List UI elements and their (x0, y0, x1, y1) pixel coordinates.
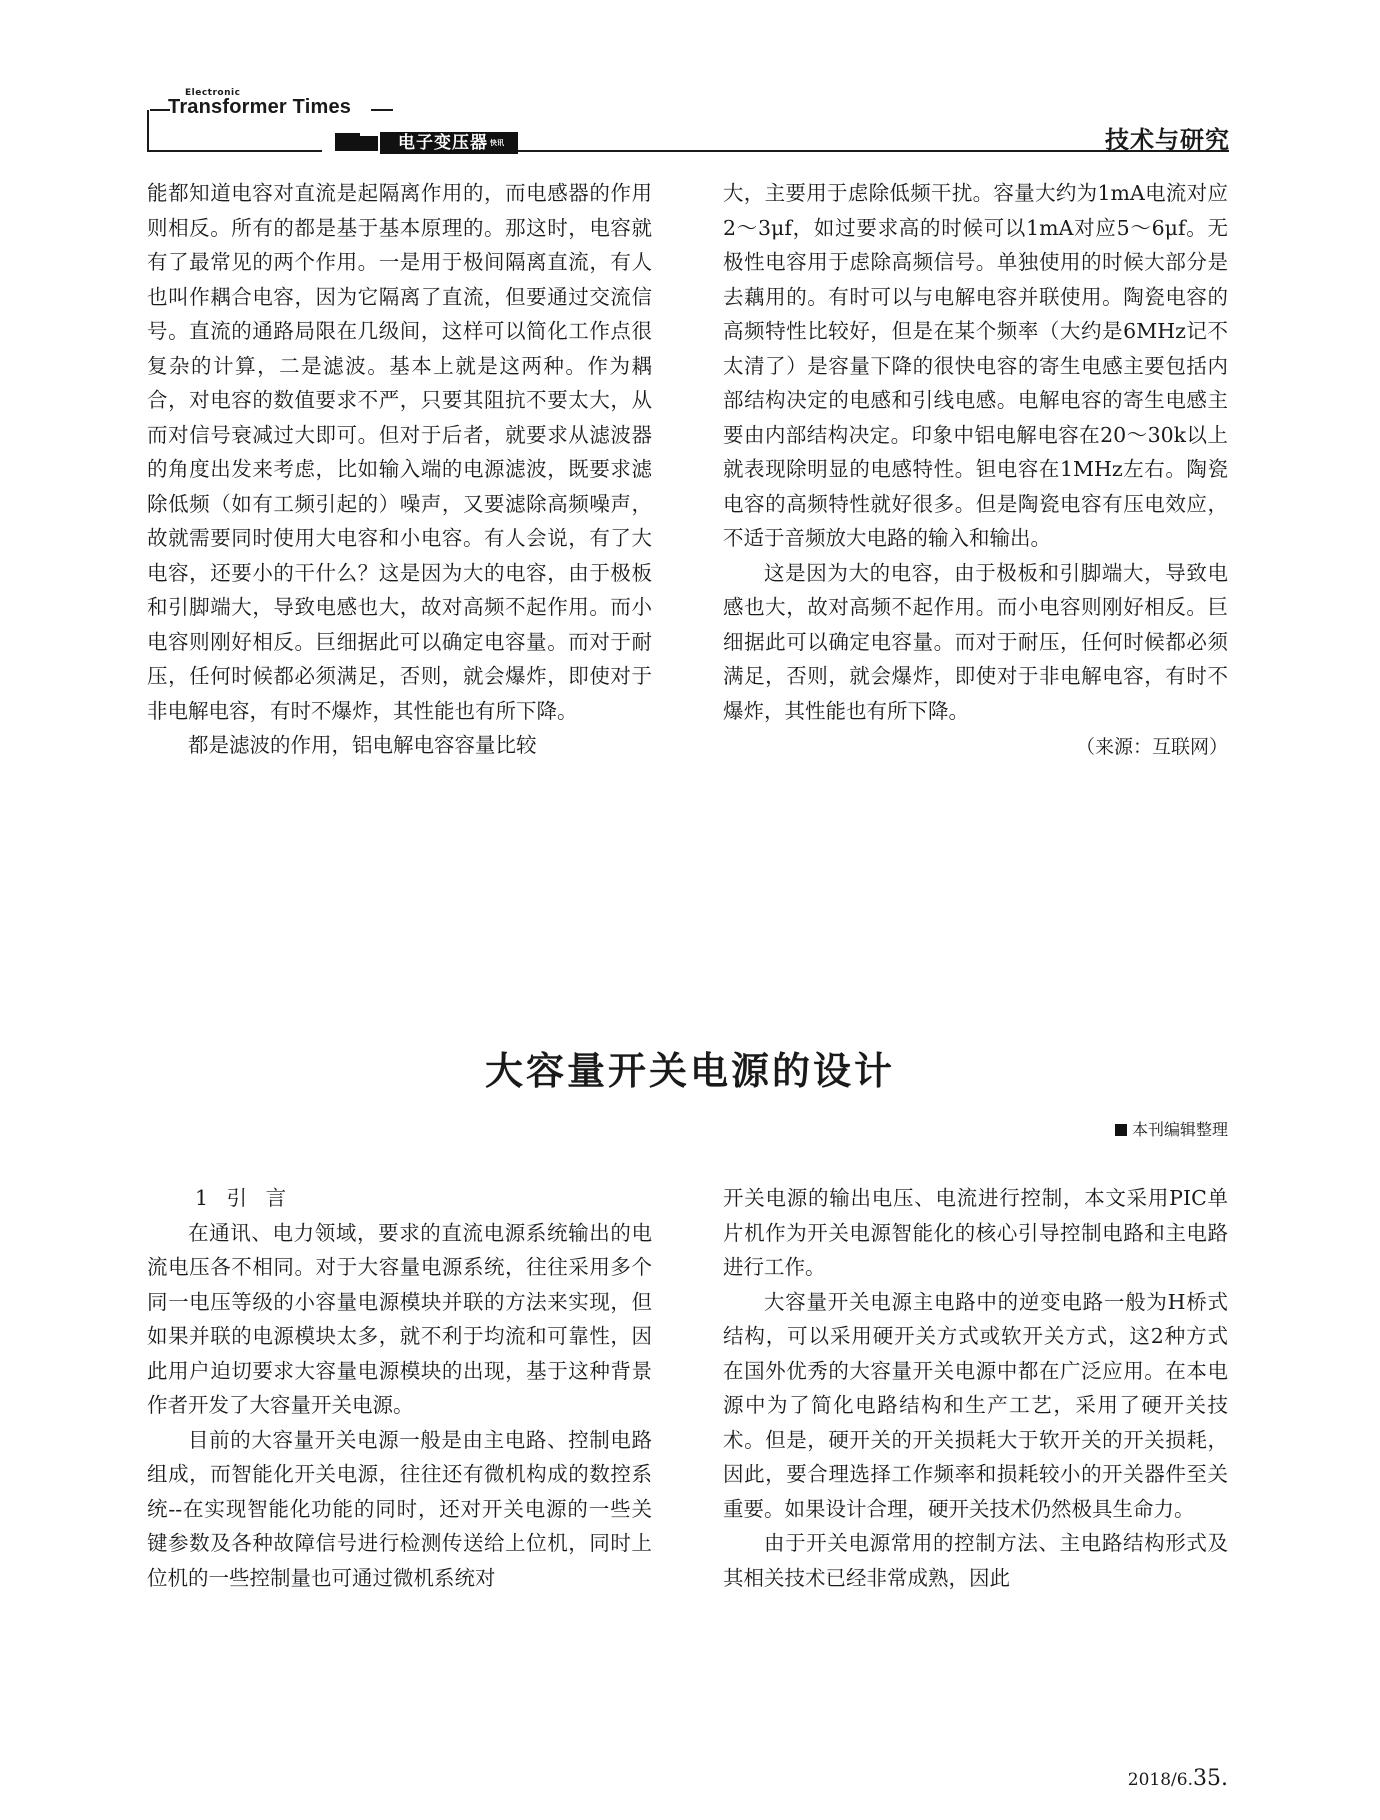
section-title: 技术与研究 (1105, 126, 1230, 154)
journal-logo (380, 132, 518, 154)
header-dash-left (150, 109, 170, 111)
byline-text: 本刊编辑整理 (1131, 1120, 1228, 1139)
paragraph: 大，主要用于虑除低频干扰。容量大约为1mA电流对应2～3μf，如过要求高的时候可以1mA对应5～6μf。无极性电容用于虑除高频信号。单独使用的时候大部分是去藕用的。有时可以与电解电容并联使用。陶瓷电容的高频特性比较好，但是在某个频率（大约是6MHz记不太清了）是容量下降的很快电容的寄生电感主要包括内部结构决定的电感和引线电感。电解电容的寄生电感主要由内部结构决定。印象中铝电解电容在20～30k以上就表现除明显的电感特性。钽电容在1MHz左右。陶瓷电容的高频特性就好很多。但是陶瓷电容有压电效应，不适于音频放大电路的输入和输出。 (723, 181, 1228, 550)
top-article-right-column (723, 176, 1228, 765)
paragraph: 都是滤波的作用，铝电解电容容量比较 (188, 733, 537, 757)
article-title: 大容量开关电源的设计 (484, 1048, 895, 1093)
section-heading: 1 引 言 (195, 1186, 293, 1210)
page-footer (1128, 1766, 1228, 1791)
main-article-right-column (723, 1181, 1228, 1595)
square-bullet-icon (1115, 1124, 1127, 1136)
journal-name: Transformer Times (168, 96, 352, 118)
journal-logo-text: 电子变压器 (398, 133, 488, 153)
main-article-left-column (147, 1181, 652, 1595)
paragraph: 目前的大容量开关电源一般是由主电路、控制电路组成，而智能化开关电源，往往还有微机构成的数控系统--在实现智能化功能的同时，还对开关电源的一些关键参数及各种故障信号进行检测传送给上位机，同时上位机的一些控制量也可通过微机系统对 (147, 1427, 652, 1590)
paragraph: 能都知道电容对直流是起隔离作用的，而电感器的作用则相反。所有的都是基于基本原理的。那这时，电容就有了最常见的两个作用。一是用于极间隔离直流，有人也叫作耦合电容，因为它隔离了直流，但要通过交流信号。直流的通路局限在几级间，这样可以简化工作点很复杂的计算，二是滤波。基本上就是这两种。作为耦合，对电容的数值要求不严，只要其阻抗不要太大，从而对信号衰减过大即可。但对于后者，就要求从滤波器的角度出发来考虑，比如输入端的电源滤波，既要求滤除低频（如有工频引起的）噪声，又要滤除高频噪声，故就需要同时使用大电容和小电容。有人会说，有了大电容，还要小的干什么？这是因为大的电容，由于极板和引脚端大，导致电感也大，故对高频不起作用。而小电容则刚好相反。巨细据此可以确定电容量。而对于耐压，任何时候都必须满足，否则，就会爆炸，即使对于非电解电容，有时不爆炸，其性能也有所下降。 (147, 181, 652, 723)
header-block-decoration (360, 136, 378, 151)
journal-small-label: Electronic (185, 88, 241, 98)
journal-logo-suffix: 快讯 (490, 139, 504, 147)
top-article-left-column (147, 176, 652, 763)
paragraph: 开关电源的输出电压、电流进行控制，本文采用PIC单片机作为开关电源智能化的核心引导控制电路和主电路进行工作。 (723, 1186, 1228, 1279)
byline (1115, 1117, 1228, 1140)
header-rule-left (147, 150, 322, 152)
paragraph: 在通讯、电力领域，要求的直流电源系统输出的电流电压各不相同。对于大容量电源系统，往往采用多个同一电压等级的小容量电源模块并联的方法来实现，但如果并联的电源模块太多，就不利于均流和可靠性，因此用户迫切要求大容量电源模块的出现，基于这种背景作者开发了大容量开关电源。 (147, 1220, 652, 1417)
page-number: 35. (1193, 1766, 1228, 1791)
header-bracket (147, 110, 149, 152)
header-block-decoration (335, 133, 360, 151)
paragraph: 由于开关电源常用的控制方法、主电路结构形式及其相关技术已经非常成熟，因此 (723, 1531, 1228, 1590)
paragraph: 大容量开关电源主电路中的逆变电路一般为H桥式结构，可以采用硬开关方式或软开关方式，这2种方式在国外优秀的大容量开关电源中都在广泛应用。在本电源中为了简化电路结构和生产工艺，采用了硬开关技术。但是，硬开关的开关损耗大于软开关的开关损耗，因此，要合理选择工作频率和损耗较小的开关器件至关重要。如果设计合理，硬开关技术仍然极具生命力。 (723, 1289, 1228, 1521)
paragraph: 这是因为大的电容，由于极板和引脚端大，导致电感也大，故对高频不起作用。而小电容则刚好相反。巨细据此可以确定电容量。而对于耐压，任何时候都必须满足，否则，就会爆炸，即使对于非电解电容，有时不爆炸，其性能也有所下降。 (723, 560, 1228, 723)
article-source: （来源：互联网） (1075, 736, 1228, 758)
issue-date: 2018/6. (1127, 1770, 1193, 1790)
header-dash-right (371, 109, 393, 111)
